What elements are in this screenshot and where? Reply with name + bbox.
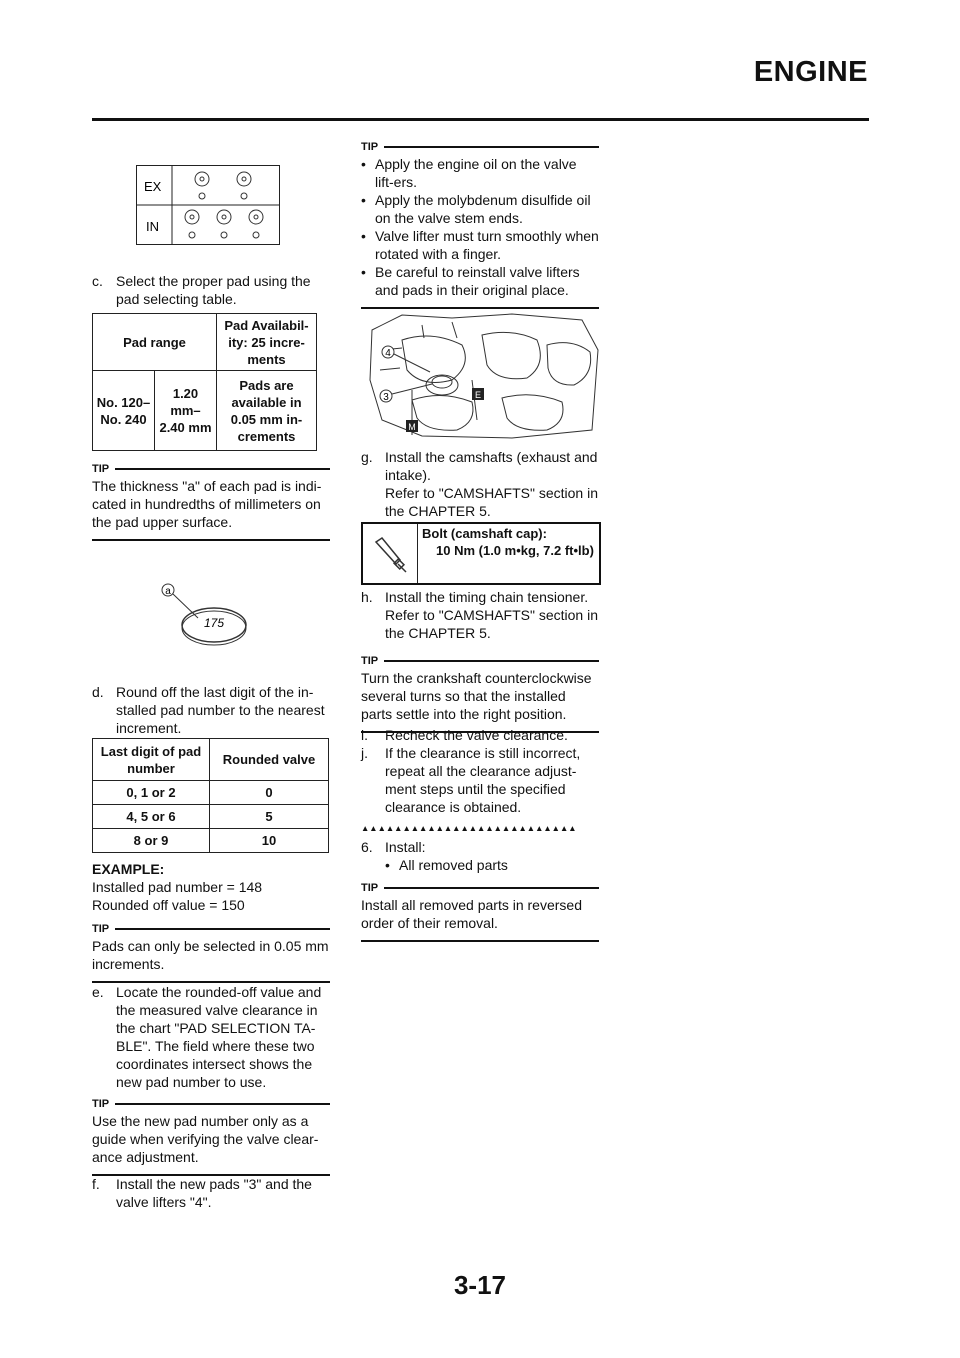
ex-label: EX xyxy=(144,179,162,194)
table-row-digit: 8 or 9 xyxy=(93,829,210,853)
pad-avail-cell: Pads are available in 0.05 mm in-crements xyxy=(217,371,317,451)
bolt-title: Bolt (camshaft cap): xyxy=(422,526,547,541)
molybdenum-oil-symbol: M xyxy=(408,422,416,432)
list-item: All removed parts xyxy=(399,857,508,873)
last-digit-header: Last digit of pad number xyxy=(93,739,210,781)
table-row-digit: 4, 5 or 6 xyxy=(93,805,210,829)
bolt-torque-box xyxy=(361,522,601,585)
step-6: 6. Install: • All removed parts xyxy=(361,839,508,873)
callout-3: 3 xyxy=(383,392,389,403)
tip-note-2: TIP Pads can only be selected in 0.05 mm increments. xyxy=(92,921,330,983)
tip-note-5: TIP Turn the crankshaft counterclockwise several turns so that the installed parts settle into the right position. xyxy=(361,653,599,733)
table-row-value: 0 xyxy=(210,781,329,805)
step-i: i. Recheck the valve clearance. xyxy=(361,727,568,743)
pad-number-text: 175 xyxy=(203,616,225,630)
pad-range-table xyxy=(92,313,317,451)
page-title: ENGINE xyxy=(753,56,868,88)
example-block: EXAMPLE: Installed pad number = 148 Rounded off value = 150 xyxy=(92,861,263,913)
bolt-torque-value: 10 Nm (1.0 m•kg, 7.2 ft•lb) xyxy=(436,543,594,558)
list-item: • Apply the molybdenum disulfide oil on the valve stem ends. xyxy=(361,192,591,226)
pad-number-diagram xyxy=(158,580,258,650)
pad-no-cell: No. 120– No. 240 xyxy=(93,371,155,451)
step-h: h. Install the timing chain tensioner. Refer to "CAMSHAFTS" section in the CHAPTER 5. xyxy=(361,589,599,641)
tip-note-4: TIP • Apply the engine oil on the valve lift-ers. • Apply the molybdenum disulfide oil on the valve stem ends. • Valve lifter must turn smoothly when rotated with a finger. • Be careful to reinstall valve lifters and pads in their original place. xyxy=(361,139,599,309)
callout-4: 4 xyxy=(385,348,391,359)
ex-in-valve-diagram xyxy=(136,165,282,247)
step-g: g. Install the camshafts (exhaust and intake). Refer to "CAMSHAFTS" section in the CHAPTER 5. xyxy=(361,449,599,519)
table-row-digit: 0, 1 or 2 xyxy=(93,781,210,805)
rounded-value-header: Rounded valve xyxy=(210,739,329,781)
table-row-value: 5 xyxy=(210,805,329,829)
page-number: 3-17 xyxy=(453,1270,507,1300)
step-e: e. Locate the rounded-off value and the measured valve clearance in the chart "PAD SELECTION TA-BLE". The field where these two coordinates intersect shows the new pad number to use. xyxy=(92,984,322,1090)
header-rule xyxy=(92,118,869,121)
pad-callout-a: a xyxy=(165,586,171,597)
step-j: j. If the clearance is still incorrect, repeat all the clearance adjust-ment steps until the specified clearance is obtained. xyxy=(361,745,581,815)
step-d: d. Round off the last digit of the in-stalled pad number to the nearest increment. xyxy=(92,684,325,736)
tip-note-6: TIP Install all removed parts in reversed order of their removal. xyxy=(361,880,599,942)
in-label: IN xyxy=(146,219,159,234)
engine-illustration xyxy=(362,310,600,442)
torque-wrench-icon xyxy=(363,524,418,583)
list-item: • Be careful to reinstall valve lifters and pads in their original place. xyxy=(361,264,580,298)
step-f: f. Install the new pads "3" and the valve lifters "4". xyxy=(92,1176,312,1210)
list-item: • Apply the engine oil on the valve lift-ers. xyxy=(361,156,577,190)
pad-availability-header: Pad Availabil-ity: 25 incre-ments xyxy=(217,314,317,371)
tip-note-1: TIP The thickness "a" of each pad is indi-cated in hundredths of millimeters on the pad upper surface. xyxy=(92,461,330,541)
pad-mm-cell: 1.20 mm– 2.40 mm xyxy=(155,371,217,451)
tip-note-3: TIP Use the new pad number only as a guide when verifying the valve clear-ance adjustment. xyxy=(92,1096,330,1176)
end-of-procedure-marks: ▲▲▲▲▲▲▲▲▲▲▲▲▲▲▲▲▲▲▲▲▲▲▲▲▲▲ xyxy=(361,823,577,833)
step-c: c. Select the proper pad using the pad selecting table. xyxy=(92,273,311,307)
list-item: • Valve lifter must turn smoothly when rotated with a finger. xyxy=(361,228,599,262)
table-row-value: 10 xyxy=(210,829,329,853)
pad-range-header: Pad range xyxy=(93,314,217,371)
rounding-table xyxy=(92,738,329,853)
engine-oil-symbol: E xyxy=(474,390,482,400)
